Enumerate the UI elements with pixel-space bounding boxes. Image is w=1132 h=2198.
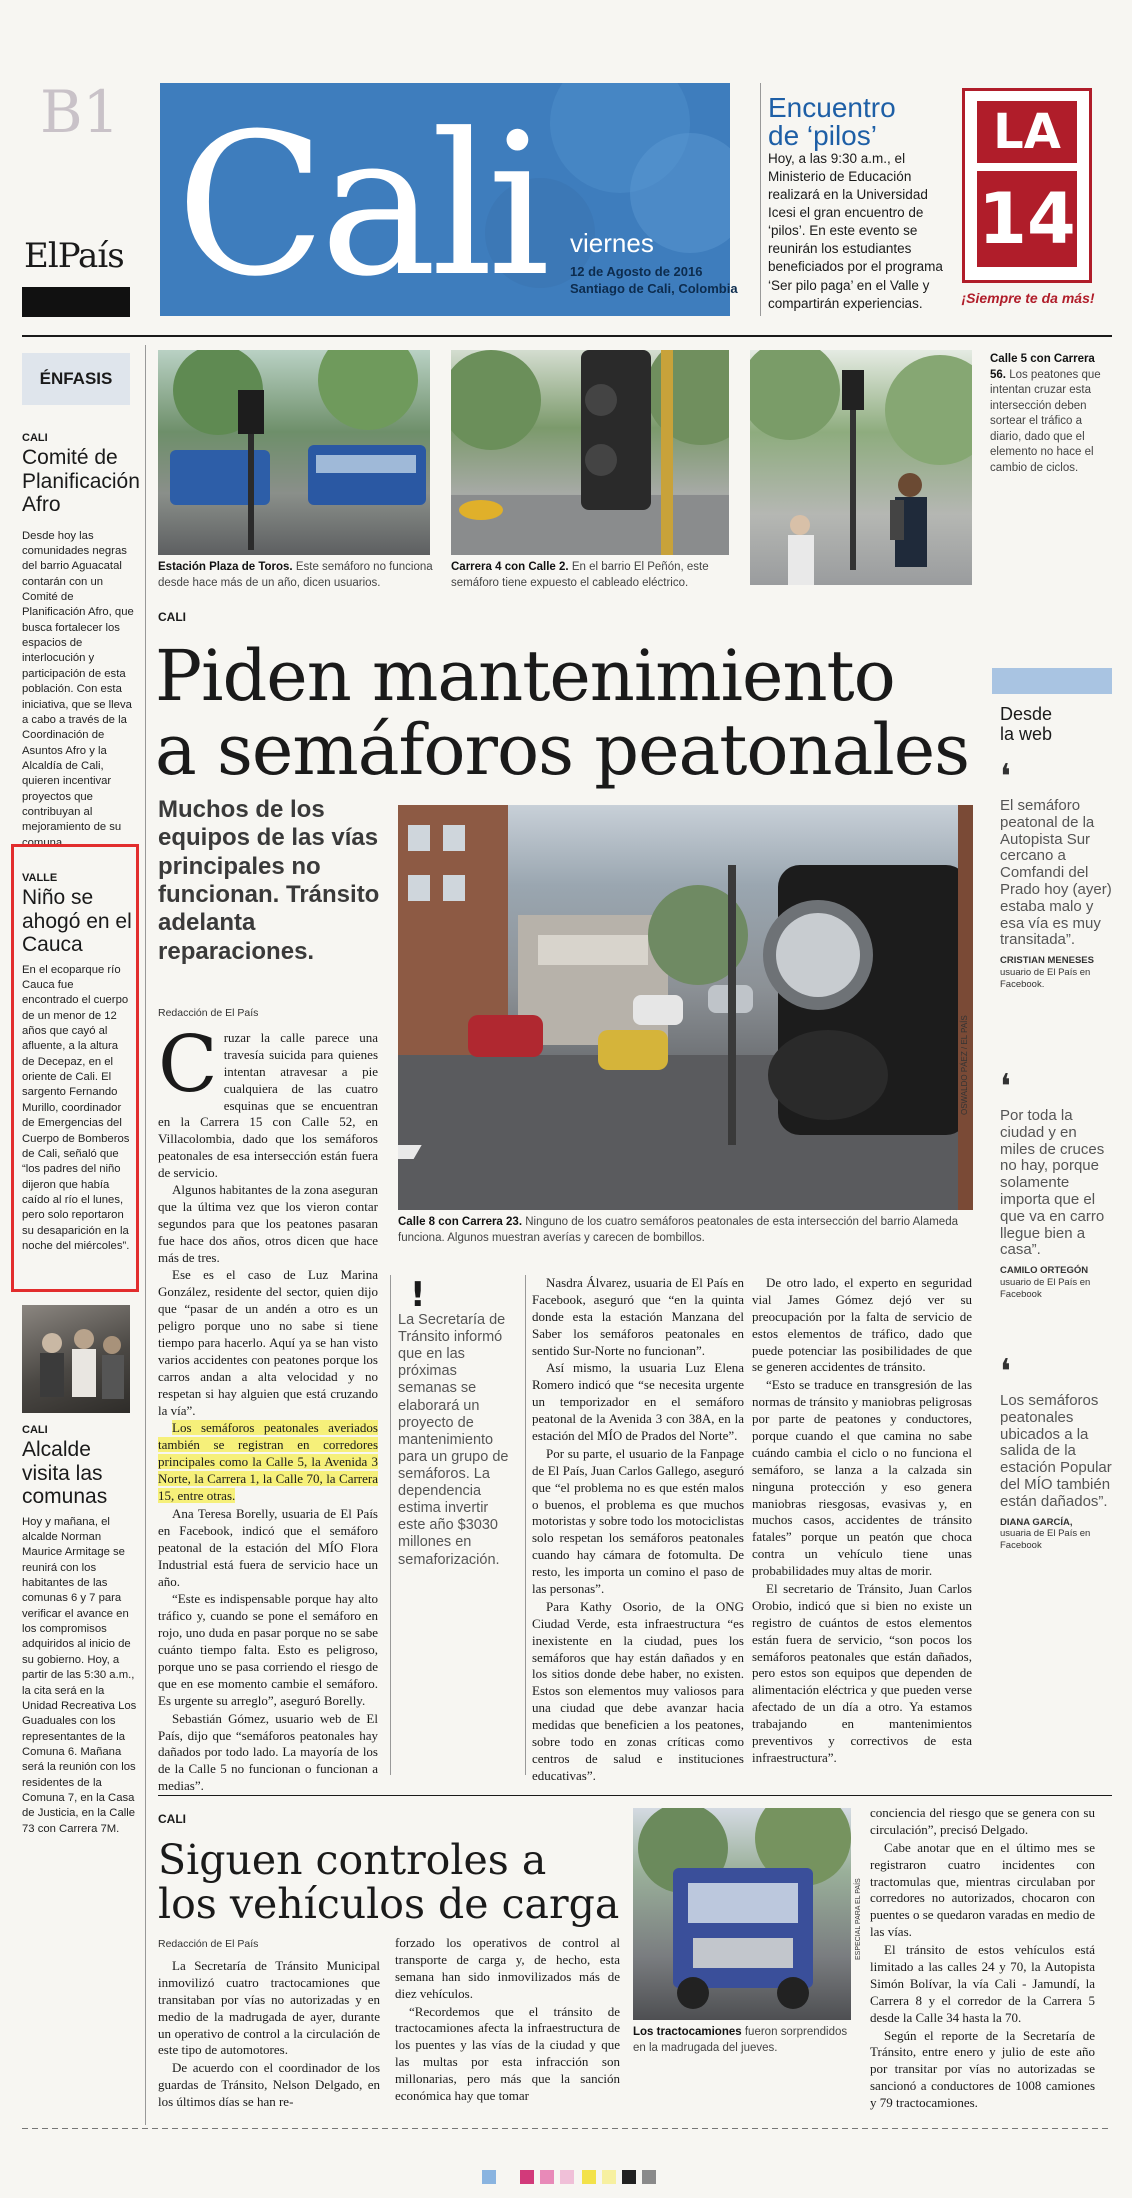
exclamation-icon: ! [410, 1275, 426, 1315]
main-byline: Redacción de El País [158, 1007, 259, 1019]
main-photo-caption: Calle 8 con Carrera 23. Ninguno de los cuatro semáforos peatonales de esta intersección del barrio Alameda funciona. Algunos muestran averías y carecen de bombillos. [398, 1216, 958, 1244]
promo-body: Hoy, a las 9:30 a.m., el Ministerio de Educación realizará en la Universidad Icesi el gran encuentro de ‘pilos’. En este evento se reunirán los estudiantes beneficiados por el programa ‘Ser pilo paga’ en el Valle y compartirán experiencias. [768, 151, 943, 311]
photo-caption: Carrera 4 con Calle 2. En el barrio El Peñón, este semáforo tiene expuesto el cableado eléctrico. [451, 561, 709, 589]
web-quote: ❛ El semáforo peatonal de la Autopista Sur cercano a Comfandi del Prado hoy (ayer) estaba malo y esa vía es muy transitada”. CRISTIAN MENESES usuario de El País en Facebook. [1000, 757, 1112, 990]
quote-icon: ❛ [1000, 1352, 1011, 1392]
second-headline[interactable]: Siguen controles a los vehículos de carga [158, 1836, 620, 1929]
mayor-photo [22, 1305, 130, 1413]
main-col-2: Nasdra Álvarez, usuaria de El País en Facebook, aseguró que “en la quinta donde esta la estación Manzana del Saber los semáforos peatonales en sentido Sur-Norte no funcionan”. Así mismo, la usuaria Luz Elena Romero indicó que “se necesita urgente un temporizador en el semáforo peatonal de la Avenida 3 con 38A, en la estación del MÍO de Prados del Norte”. Por su parte, el usuario de la Fanpage de El País, Juan Carlos Gallego, aseguró que “el problema no es que estén malos o buenos, el problema es que muchos motoristas y sobre todo los motociclistas solo respetan los semáforos peatonales cuando hay cámara de fotomulta. De resto, les importa un comino el paso de las personas”. Para Kathy Osorio, de la ONG Ciudad Verde, esta infraestructura “es inexistente en la ciudad, pues los semáforos que hay están dañados y en los sitios donde debe haber, no existen. Estos son elementos muy valiosos para una ciudad que debe avanzar hacia medidas que beneficien a los peatones, sobre todo en zonas críticas como centros de salud e instituciones educativas”. [532, 1275, 744, 1783]
sidebar-label: ÉNFASIS [22, 353, 130, 405]
dropcap: C [158, 1020, 218, 1110]
from-web-title: Desde la web [1000, 704, 1053, 744]
photo-caption: Estación Plaza de Toros. Este semáforo no funciona desde hace más de un año, dicen usuarios. [158, 561, 433, 589]
second-col-1: La Secretaría de Tránsito Municipal inmovilizó cuatro tractocamiones que transitaban por vías no autorizadas y en medio de la madrugada de ayer, durante un operativo de control a la circulación de este tipo de automotores. De acuerdo con el coordinador de los guardas de Tránsito, Nelson Delgado, en los últimos días se han re- [158, 1958, 380, 2110]
item-headline[interactable]: Comité de Planificación Afro [22, 446, 140, 517]
item-body: Hoy y mañana, el alcalde Norman Maurice Armitage se reunirá con los habitantes de las comunas 6 y 7 para verificar el avance en los compromisos adquiridos al inicio de su gobierno. Hoy, a partir de las 5:30 a.m., la cita será en la Unidad Recreativa Los Guaduales con los representantes de la Comuna 6. Mañana será la reunión con los residentes de la Comuna 7, en la Casa de Justicia, en la Calle 73 con Carrera 7M. [22, 1515, 137, 1835]
issue-date: 12 de Agosto de 2016 Santiago de Cali, Colombia [570, 264, 738, 296]
photo-caption: Calle 5 con Carrera 56. Los peatones que intentan cruzar esta intersección deben sortear el tráfico a diario, dado que el elemento no hace el cambio de ciclos. [990, 353, 1101, 474]
photo-credit: ESPECIAL PARA EL PAÍS [855, 1878, 862, 1960]
ad-logo-number: 14 [977, 171, 1077, 267]
photo-carrera-4 [451, 350, 729, 555]
masthead-bar [22, 287, 130, 317]
item-kicker: CALI [22, 432, 48, 444]
sidebar-item [22, 1424, 137, 1837]
column-rule [145, 345, 146, 2125]
quote-icon: ❛ [1000, 757, 1011, 797]
photo-credit: OSWALDO PÁEZ / EL PAÍS [960, 1015, 969, 1115]
main-kicker: CALI [158, 610, 186, 624]
section-code: B1 [40, 78, 120, 146]
web-header-bar [992, 668, 1112, 694]
footer-rule [22, 2128, 1112, 2129]
item-headline[interactable]: Alcalde visita las comunas [22, 1438, 108, 1509]
color-swatch [482, 2170, 496, 2184]
column-rule [525, 1275, 526, 1775]
photo-calle-5 [750, 350, 972, 585]
highlighted-text: Los semáforos peatonales averiados también se registran en corredores principales como la Calle 5, la Avenida 3 Norte, la Carrera 1, la Calle 70, la Carrera 15, entre otras. [158, 1420, 378, 1504]
second-kicker: CALI [158, 1812, 186, 1826]
ad-slogan: ¡Siempre te da más! [961, 290, 1095, 306]
color-swatch [622, 2170, 636, 2184]
color-swatch [520, 2170, 534, 2184]
second-col-3: conciencia del riesgo que se genera con su circulación”, precisó Delgado. Cabe anotar que en el último mes se registraron cuatro incidentes con tractomulas que, mientras circulaban por corredores no autorizados, chocaron con puentes o se quedaron varadas en medio de las vías. El tránsito de estos vehículos está limitado a las calles 24 y 70, la Autopista Simón Bolívar, la vía Cali - Jamundí, la Carrera 8 y el corredor de la Carrera 5 desde la Calle 34 hasta la 70. Según el reporte de la Secretaría de Tránsito, entre enero y julio de este año por transitar por vías no autorizadas se sancionó a conductores de 1008 camiones y 79 tractocamiones. [870, 1805, 1095, 2111]
la14-ad[interactable] [962, 88, 1092, 283]
item-kicker: CALI [22, 1424, 48, 1436]
item-body: En el ecoparque río Cauca fue encontrado el cuerpo de un menor de 12 años que cayó al afluente, a la altura de Decepaz, en el oriente de Cali. El sargento Fernando Murillo, coordinador de Emergencias del Cuerpo de Bomberos de Cali, señaló que “los padres del niño dijeron que había caído al río el lunes, pero solo reportaron su desaparición en la noche del miércoles”. [22, 963, 130, 1253]
item-headline[interactable]: Niño se ahogó en el Cauca [22, 886, 132, 957]
quote-icon: ❛ [1000, 1067, 1011, 1107]
masthead-rule [22, 335, 1112, 337]
column-rule [390, 1275, 391, 1775]
color-swatch [602, 2170, 616, 2184]
photo-plaza-toros [158, 350, 430, 555]
color-swatch [560, 2170, 574, 2184]
truck-photo [633, 1808, 851, 2020]
sidebar-item [22, 432, 140, 851]
color-swatch [540, 2170, 554, 2184]
web-quote: ❛ Los semáforos peatonales ubicados a la salida de la estación Popular del MÍO también están dañados”. DIANA GARCÍA, usuaria de El País en Facebook [1000, 1352, 1112, 1552]
main-photo [398, 805, 973, 1210]
ad-logo-top: LA [977, 101, 1077, 163]
item-body: Desde hoy las comunidades negras del barrio Aguacatal contarán con un Comité de Planificación Afro, que busca fortalecer los espacios de interlocución y participación de esta población. Con esta iniciativa, que se lleva a cabo a través de la Coordinación de Asuntos Afro y la Alcaldía de Cali, quieren incentivar proyectos que contribuyan al mejoramiento de su comuna. [22, 529, 134, 849]
main-col-3: De otro lado, el experto en seguridad vial James Gómez dejó ver su preocupación por la falta de servicio de estos elementos de tráfico, dado que puede potenciar las posibilidades de que se generen accidentes de tránsito. “Esto se traduce en transgresión de las normas de tránsito y maniobras peligrosas por parte de peatones y conductores, porque cuando el que camina no sabe cuándo cambia el ciclo o no funciona el semáforo, se lanza a la calzada sin ninguna protección y eso genera maniobras riesgosas, evasivas y, en muchos casos, accidentes de tránsito fatales” porque un peatón que choca contra un vehículo tiene unas probabilidades muy altas de morir. El secretario de Tránsito, Juan Carlos Orobio, indicó que si bien no existe un registro de cuántos de estos elementos están fuera de servicio, “son pocos los semáforos peatonales que están dañados, pero estos son equipos que dependen de alimentación eléctrica y que pueden verse afectado de un día a otro. Ya estamos trabajando en mantenimientos preventivos y correctivos de esta infraestructura”. [752, 1275, 972, 1765]
item-kicker: VALLE [22, 872, 58, 884]
paper-name: ElPaís [24, 236, 124, 276]
color-swatch [642, 2170, 656, 2184]
color-swatch [582, 2170, 596, 2184]
sidebar-item [22, 872, 132, 1254]
main-headline[interactable]: Piden mantenimiento a semáforos peatonales [155, 635, 970, 791]
issue-day: viernes [570, 228, 654, 258]
second-byline: Redacción de El País [158, 1938, 259, 1950]
pull-quote: La Secretaría de Tránsito informó que en las próximas semanas se elaborará un proyecto de mantenimiento para un grupo de semáforos. La dependencia estima invertir este año $3030 millones en semaforización. [398, 1312, 509, 1568]
web-quote: ❛ Por toda la ciudad y en miles de cruces no hay, porque solamente importa que el que va en carro llegue bien a casa”. CAMILO ORTEGÓN usuario de El País en Facebook [1000, 1070, 1112, 1301]
second-col-2: forzado los operativos de control al transporte de carga y, de hecho, esta semana han sido inmovilizados más de diez vehículos. “Recordemos que el tránsito de tractocamiones afecta la infraestructura de los puentes y las vías de la ciudad y que las multas por esta infracción son millonarias, pero más que la sanción económica hay que tomar [395, 1935, 620, 2104]
truck-photo-caption: Los tractocamiones fueron sorprendidos en la madrugada del jueves. [633, 2026, 848, 2054]
promo-title: Encuentro de ‘pilos’ [768, 92, 896, 151]
main-col-1: C ruzar la calle parece una travesía suicida para quienes intentan atravesar a pie cualquiera de las cuatro esquinas que se encuentran en la Carrera 15 con Calle 52, en Villacolombia, dado que los semáforos peatonales de esa intersección están fuera de servicio. Algunos habitantes de la zona aseguran que la última vez que los vieron contar segundos para que los peatones pasaran fue hace dos años, otros dicen que hace más de tres. Ese es el caso de Luz Marina González, residente del sector, quien dijo que “pasar de un andén a otro es un peligro porque uno no sabe si tiene tiempo para hacerlo. Aquí ya se han visto varios accidentes con peatones porque los carros andan a alta velocidad y no respetan si hay alguien que está cruzando la vía”. Los semáforos peatonales averiados también se registran en corredores principales como la Calle 5, la Avenida 3 Norte, la Carrera 1, la Calle 70, la Carrera 15, entre otras. Ana Teresa Borelly, usuaria de El País en Facebook, indicó que el semáforo peatonal de la estación del MÍO Flora Industrial está fuera de servicio hace un año. “Este es indispensable porque hay alto tráfico y, cuando se pone el semáforo en rojo, uno duda en pasar porque no se sabe cuánto tiempo falta. Esto es peligroso, porque uno se pasa corriendo el riesgo de que en ese momento cambie el semáforo. Es urgente su arreglo”, aseguró Borelly. Sebastián Gómez, usuario web de El País, dijo que “semáforos peatonales hay dañados por todo lado. La mayoría de los de la Calle 5 no funcionan o funcionan a medias”. [158, 1020, 378, 1794]
section-rule [158, 1795, 1112, 1796]
section-title: Cali [176, 92, 545, 320]
main-subhead: Muchos de los equipos de las vías principales no funcionan. Tránsito adelanta reparaciones. [158, 796, 380, 965]
